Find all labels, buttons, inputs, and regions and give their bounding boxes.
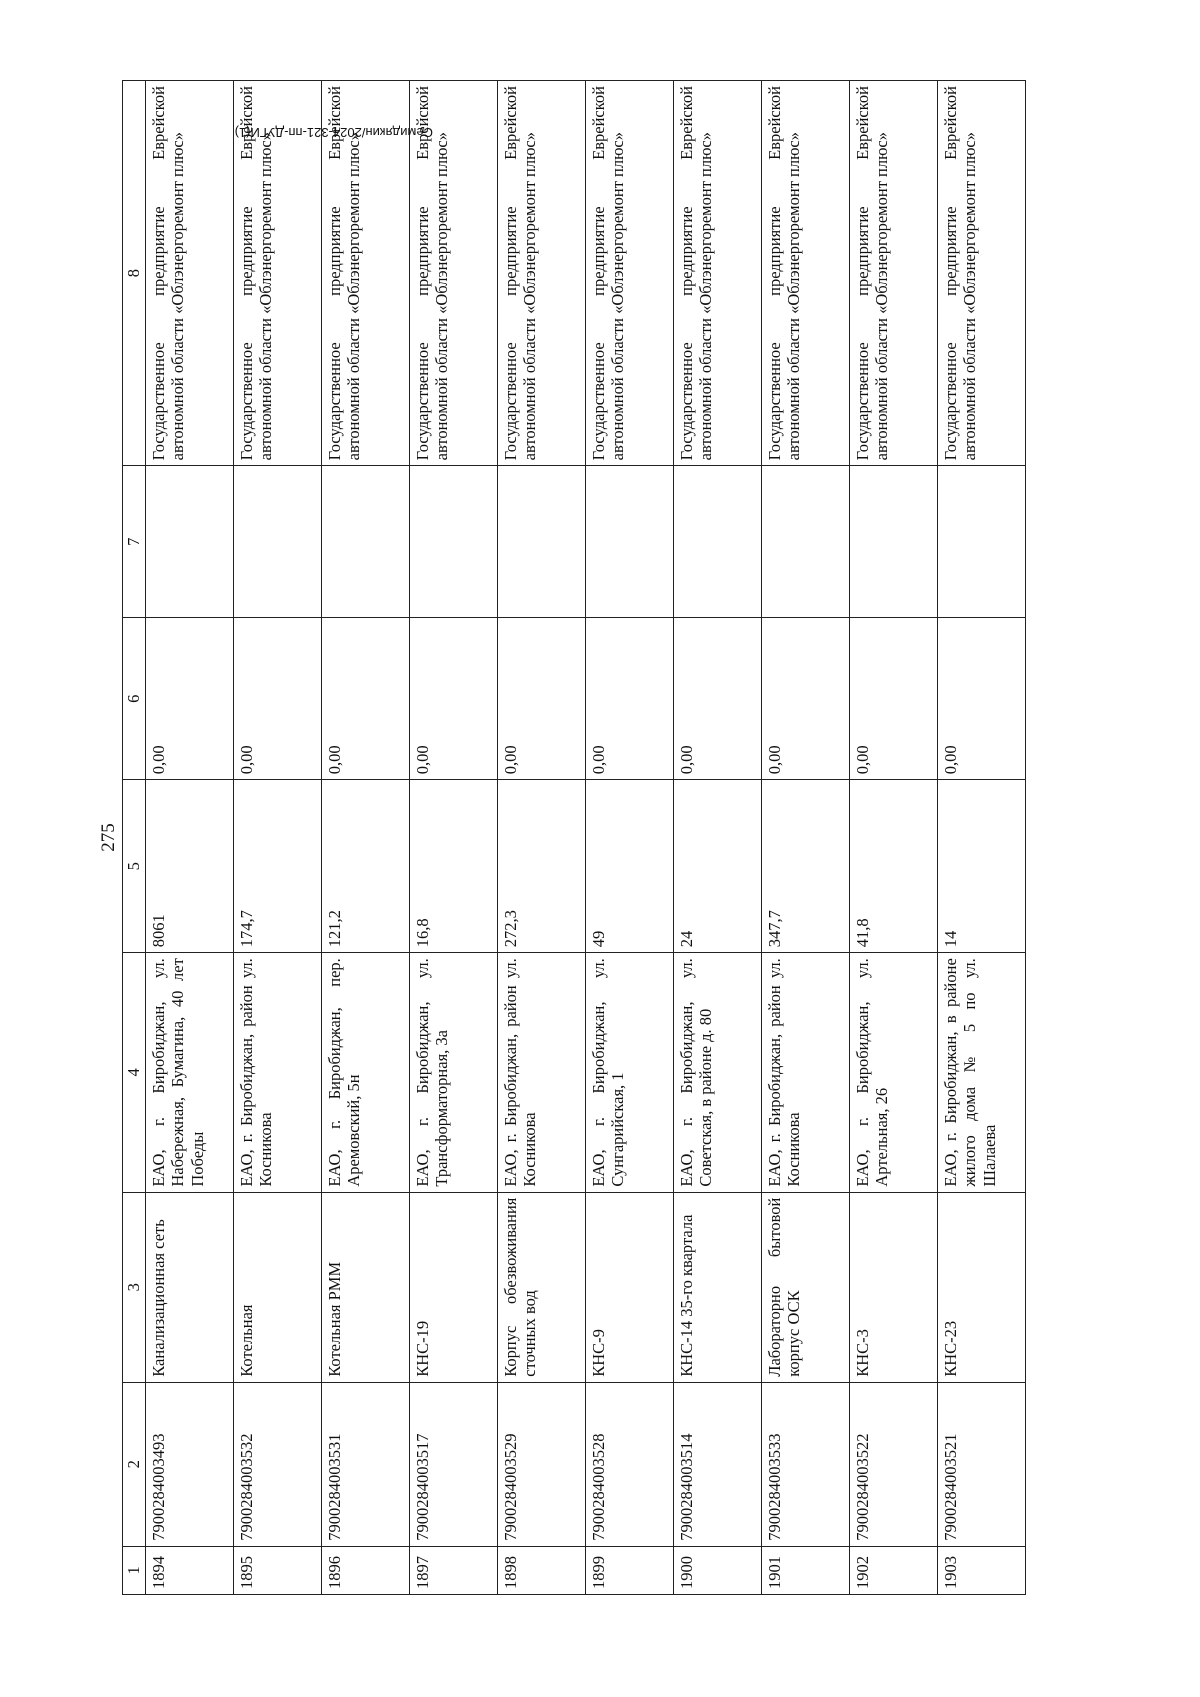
cell-value: 0,00 bbox=[762, 618, 850, 780]
table-row bbox=[146, 81, 234, 1595]
page-number: 275 bbox=[98, 823, 119, 852]
cell-area: 272,3 bbox=[498, 780, 586, 953]
cell-holder: Государственное предприятие Еврейской автономной области «Облэнергоремонт плюс» bbox=[674, 81, 762, 466]
column-header: 4 bbox=[123, 953, 146, 1192]
table-row bbox=[498, 81, 586, 1595]
cell-note bbox=[674, 466, 762, 618]
cell-value: 0,00 bbox=[234, 618, 322, 780]
cell-area: 49 bbox=[586, 780, 674, 953]
cell-address: ЕАО, г. Биробиджан, район ул. Косникова bbox=[498, 953, 586, 1192]
cell-object-name: Котельная РММ bbox=[322, 1192, 410, 1382]
cell-cadastral-number: 79002840035​22 bbox=[850, 1382, 938, 1546]
cell-value: 0,00 bbox=[146, 618, 234, 780]
cell-cadastral-number: 79002840035​28 bbox=[586, 1382, 674, 1546]
table-row bbox=[586, 81, 674, 1595]
cell-holder: Государственное предприятие Еврейской автономной области «Облэнергоремонт плюс» bbox=[850, 81, 938, 466]
cell-area: 24 bbox=[674, 780, 762, 953]
cell-note bbox=[146, 466, 234, 618]
cell-address: ЕАО, г. Биробиджан, ул. Трансформаторная, 3а bbox=[410, 953, 498, 1192]
cell-address: ЕАО, г. Биробиджан, район ул. Косникова bbox=[762, 953, 850, 1192]
cell-area: 347,7 bbox=[762, 780, 850, 953]
document-page bbox=[88, 80, 1108, 1595]
cell-address: ЕАО, г. Биробиджан, ул. Артельная, 26 bbox=[850, 953, 938, 1192]
cell-cadastral-number: 79002840035​29 bbox=[498, 1382, 586, 1546]
cell-value: 0,00 bbox=[938, 618, 1026, 780]
cell-value: 0,00 bbox=[410, 618, 498, 780]
cell-value: 0,00 bbox=[322, 618, 410, 780]
cell-object-name: КНС-9 bbox=[586, 1192, 674, 1382]
cell-note bbox=[762, 466, 850, 618]
cell-object-name: Котельная bbox=[234, 1192, 322, 1382]
cell-cadastral-number: 79002840035​17 bbox=[410, 1382, 498, 1546]
cell-number: 1896 bbox=[322, 1546, 410, 1594]
cell-holder: Государственное предприятие Еврейской автономной области «Облэнергоремонт плюс» bbox=[234, 81, 322, 466]
cell-address: ЕАО, г. Биробиджан, район ул. Косникова bbox=[234, 953, 322, 1192]
cell-number: 1900 bbox=[674, 1546, 762, 1594]
cell-number: 1899 bbox=[586, 1546, 674, 1594]
cell-note bbox=[850, 466, 938, 618]
table-row bbox=[674, 81, 762, 1595]
column-header: 7 bbox=[123, 466, 146, 618]
cell-holder: Государственное предприятие Еврейской автономной области «Облэнергоремонт плюс» bbox=[762, 81, 850, 466]
cell-value: 0,00 bbox=[674, 618, 762, 780]
column-header: 8 bbox=[123, 81, 146, 466]
cell-note bbox=[410, 466, 498, 618]
table-row bbox=[410, 81, 498, 1595]
cell-area: 174,7 bbox=[234, 780, 322, 953]
cell-note bbox=[234, 466, 322, 618]
document-code: Семидякин/2024-321-пп-ДУГИ(1) bbox=[234, 125, 433, 140]
cell-object-name: Лабораторно бытовой корпус ОСК bbox=[762, 1192, 850, 1382]
cell-object-name: Корпус обезвоживания сточных вод bbox=[498, 1192, 586, 1382]
cell-note bbox=[938, 466, 1026, 618]
cell-address: ЕАО, г. Биробиджан, ул. Советская, в районе д. 80 bbox=[674, 953, 762, 1192]
cell-value: 0,00 bbox=[850, 618, 938, 780]
cell-holder: Государственное предприятие Еврейской автономной области «Облэнергоремонт плюс» bbox=[146, 81, 234, 466]
cell-cadastral-number: 79002840035​31 bbox=[322, 1382, 410, 1546]
cell-holder: Государственное предприятие Еврейской автономной области «Облэнергоремонт плюс» bbox=[322, 81, 410, 466]
cell-holder: Государственное предприятие Еврейской автономной области «Облэнергоремонт плюс» bbox=[938, 81, 1026, 466]
cell-number: 1903 bbox=[938, 1546, 1026, 1594]
cell-area: 121,2 bbox=[322, 780, 410, 953]
cell-area: 16,8 bbox=[410, 780, 498, 953]
cell-address: ЕАО, г. Биробиджан, ул. Набережная, Бумагина, 40 лет Победы bbox=[146, 953, 234, 1192]
table-row bbox=[850, 81, 938, 1595]
cell-number: 1895 bbox=[234, 1546, 322, 1594]
cell-address: ЕАО, г. Биробиджан, в районе жилого дома № 5 по ул. Шалаева bbox=[938, 953, 1026, 1192]
cell-cadastral-number: 79002840035​33 bbox=[762, 1382, 850, 1546]
cell-area: 8061 bbox=[146, 780, 234, 953]
cell-note bbox=[322, 466, 410, 618]
cell-number: 1901 bbox=[762, 1546, 850, 1594]
cell-note bbox=[498, 466, 586, 618]
cell-cadastral-number: 79002840035​21 bbox=[938, 1382, 1026, 1546]
table-row bbox=[234, 81, 322, 1595]
cell-object-name: КНС-19 bbox=[410, 1192, 498, 1382]
header-row bbox=[123, 81, 146, 1595]
cell-area: 41,8 bbox=[850, 780, 938, 953]
cell-value: 0,00 bbox=[586, 618, 674, 780]
cell-cadastral-number: 79002840035​14 bbox=[674, 1382, 762, 1546]
cell-object-name: КНС-23 bbox=[938, 1192, 1026, 1382]
cell-holder: Государственное предприятие Еврейской автономной области «Облэнергоремонт плюс» bbox=[410, 81, 498, 466]
cell-number: 1897 bbox=[410, 1546, 498, 1594]
cell-holder: Государственное предприятие Еврейской автономной области «Облэнергоремонт плюс» bbox=[586, 81, 674, 466]
cell-holder: Государственное предприятие Еврейской автономной области «Облэнергоремонт плюс» bbox=[498, 81, 586, 466]
cell-area: 14 bbox=[938, 780, 1026, 953]
document-code-wrapper bbox=[203, 116, 433, 140]
cell-object-name: КНС-3 bbox=[850, 1192, 938, 1382]
cell-cadastral-number: 79002840035​32 bbox=[234, 1382, 322, 1546]
cell-value: 0,00 bbox=[498, 618, 586, 780]
cell-number: 1902 bbox=[850, 1546, 938, 1594]
column-header: 6 bbox=[123, 618, 146, 780]
table-row bbox=[762, 81, 850, 1595]
cell-note bbox=[586, 466, 674, 618]
column-header: 2 bbox=[123, 1382, 146, 1546]
cell-number: 1894 bbox=[146, 1546, 234, 1594]
table-row bbox=[938, 81, 1026, 1595]
cell-number: 1898 bbox=[498, 1546, 586, 1594]
cell-address: ЕАО, г. Биробиджан, ул. Сунгарийская, 1 bbox=[586, 953, 674, 1192]
table-body bbox=[146, 81, 1026, 1595]
column-header: 1 bbox=[123, 1546, 146, 1594]
cell-object-name: Канализационная сеть bbox=[146, 1192, 234, 1382]
registry-table bbox=[122, 80, 1026, 1595]
cell-cadastral-number: 79002840034​93 bbox=[146, 1382, 234, 1546]
column-header: 5 bbox=[123, 780, 146, 953]
table-row bbox=[322, 81, 410, 1595]
column-header: 3 bbox=[123, 1192, 146, 1382]
cell-object-name: КНС-14 35-го квартала bbox=[674, 1192, 762, 1382]
cell-address: ЕАО, г. Биробиджан, пер. Аремовский, 5н bbox=[322, 953, 410, 1192]
